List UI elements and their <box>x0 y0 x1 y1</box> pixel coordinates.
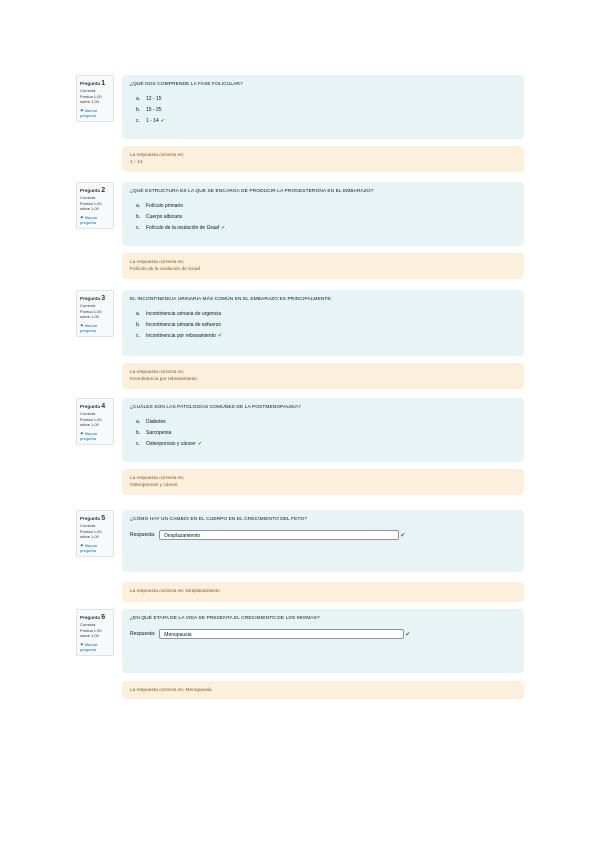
response-label: Respuesta: <box>130 631 156 637</box>
answer-list <box>136 309 516 342</box>
check-icon: ✔ <box>160 118 165 124</box>
check-icon: ✔ <box>197 441 202 447</box>
feedback-box: La respuesta correcta es: Menopausia <box>122 681 524 699</box>
question-content <box>122 182 524 246</box>
question-info <box>76 510 114 557</box>
response-label: Respuesta: <box>130 532 156 538</box>
feedback-box: La respuesta correcta es: Desplazamiento <box>122 582 524 602</box>
question-state: Correcta <box>80 88 96 94</box>
feedback-box: La respuesta correcta es: Incontinencia por rebosamiento <box>122 363 524 389</box>
feedback-box: La respuesta correcta es: Folículo de la ovulación de Graaf <box>122 253 524 279</box>
answer-option[interactable]: a. Incontinencia urinaria de urgencia <box>136 311 222 317</box>
feedback-box: La respuesta correcta es: Osteoporosis y cáncer <box>122 469 524 495</box>
response-select[interactable]: Menopausia <box>159 629 404 639</box>
answer-option[interactable]: a. Diabetes <box>136 419 166 425</box>
question-number: Pregunta 6 <box>80 614 106 621</box>
response-row <box>130 530 516 540</box>
question-text: ¿QUÉ NOS COMPRENDE LA FASE FOLICULAR? <box>130 82 243 87</box>
check-icon: ✔ <box>217 333 222 339</box>
question-info <box>76 609 114 656</box>
question-content <box>122 609 524 673</box>
question-state: Correcta <box>80 303 96 309</box>
question-score: Puntúa 1,00 sobre 1,00 <box>80 93 102 105</box>
flag-question-link[interactable]: ⚑ Marcar pregunta <box>80 430 98 441</box>
response-row <box>130 629 516 639</box>
answer-list <box>136 201 516 234</box>
question-state: Correcta <box>80 622 96 628</box>
answer-option[interactable]: c. 1 - 14 ✔ <box>136 118 165 124</box>
question-score: Puntúa 1,00 sobre 1,00 <box>80 416 102 428</box>
answer-option[interactable]: c. Folículo de la ovulación de Graaf ✔ <box>136 225 226 231</box>
question-score: Puntúa 1,00 sobre 1,00 <box>80 308 102 320</box>
question-text: ¿CUÁLES SON LAS PATOLOGÍAS COMUNES DE LA POSTMENOPAUSIA? <box>130 405 301 410</box>
question-score: Puntúa 1,00 sobre 1,00 <box>80 627 102 639</box>
question-number: Pregunta 5 <box>80 515 106 522</box>
question-info <box>76 75 114 122</box>
response-select[interactable]: Desplazamiento <box>159 530 399 540</box>
question-content <box>122 510 524 572</box>
check-icon: ✔ <box>400 532 406 539</box>
question-score: Puntúa 1,00 sobre 1,00 <box>80 528 102 540</box>
check-icon: ✔ <box>405 631 411 638</box>
answer-option[interactable]: c. Incontinencia por rebosamiento ✔ <box>136 333 222 339</box>
answer-option[interactable]: b. 15 - 25 <box>136 107 162 113</box>
question-score: Puntúa 1,00 sobre 1,00 <box>80 200 102 212</box>
flag-question-link[interactable]: ⚑ Marcar pregunta <box>80 214 98 225</box>
question-number: Pregunta 4 <box>80 403 106 410</box>
answer-list <box>136 94 516 127</box>
question-text: ¿QUÉ ESTRUCTURA ES LA QUE SE ENCARGA DE PRODUCIR LA PROGESTERONA EN EL EMBARAZO? <box>130 189 374 194</box>
question-text: ¿CÓMO HAY UN CAMBIO EN EL CUERPO EN EL CRECIMIENTO DEL FETO? <box>130 517 308 522</box>
question-state: Correcta <box>80 411 96 417</box>
flag-question-link[interactable]: ⚑ Marcar pregunta <box>80 542 98 553</box>
question-number: Pregunta 2 <box>80 187 106 194</box>
question-info <box>76 182 114 229</box>
question-content <box>122 398 524 462</box>
check-icon: ✔ <box>221 225 226 231</box>
flag-question-link[interactable]: ⚑ Marcar pregunta <box>80 322 98 333</box>
answer-option[interactable]: b. Cuerpo albicans <box>136 214 183 220</box>
answer-list <box>136 417 516 450</box>
question-content <box>122 290 524 356</box>
question-text: ¿EN QUÉ ETAPA DE LA VIDA SE PRESENTA EL CRECIMIENTO DE LOS MIOMAS? <box>130 616 320 621</box>
question-content <box>122 75 524 139</box>
question-info <box>76 398 114 445</box>
flag-question-link[interactable]: ⚑ Marcar pregunta <box>80 641 98 652</box>
question-state: Correcta <box>80 195 96 201</box>
answer-option[interactable]: a. 12 - 15 <box>136 96 162 102</box>
answer-option[interactable]: c. Osteoporosis y cáncer ✔ <box>136 441 202 447</box>
question-info <box>76 290 114 337</box>
answer-option[interactable]: b. Sarcopenia <box>136 430 172 436</box>
question-number: Pregunta 3 <box>80 295 106 302</box>
feedback-box: La respuesta correcta es: 1 - 14 <box>122 146 524 172</box>
question-text: EL INCONTINENCIA URINARIA MÁS COMÚN EN EL EMBARAZO ES PRINCIPALMENTE: <box>130 297 333 302</box>
answer-option[interactable]: a. Folículo primario <box>136 203 183 209</box>
flag-question-link[interactable]: ⚑ Marcar pregunta <box>80 107 98 118</box>
answer-option[interactable]: b. Incontinencia urinaria de esfuerzo <box>136 322 222 328</box>
question-number: Pregunta 1 <box>80 80 106 87</box>
question-state: Correcta <box>80 523 96 529</box>
